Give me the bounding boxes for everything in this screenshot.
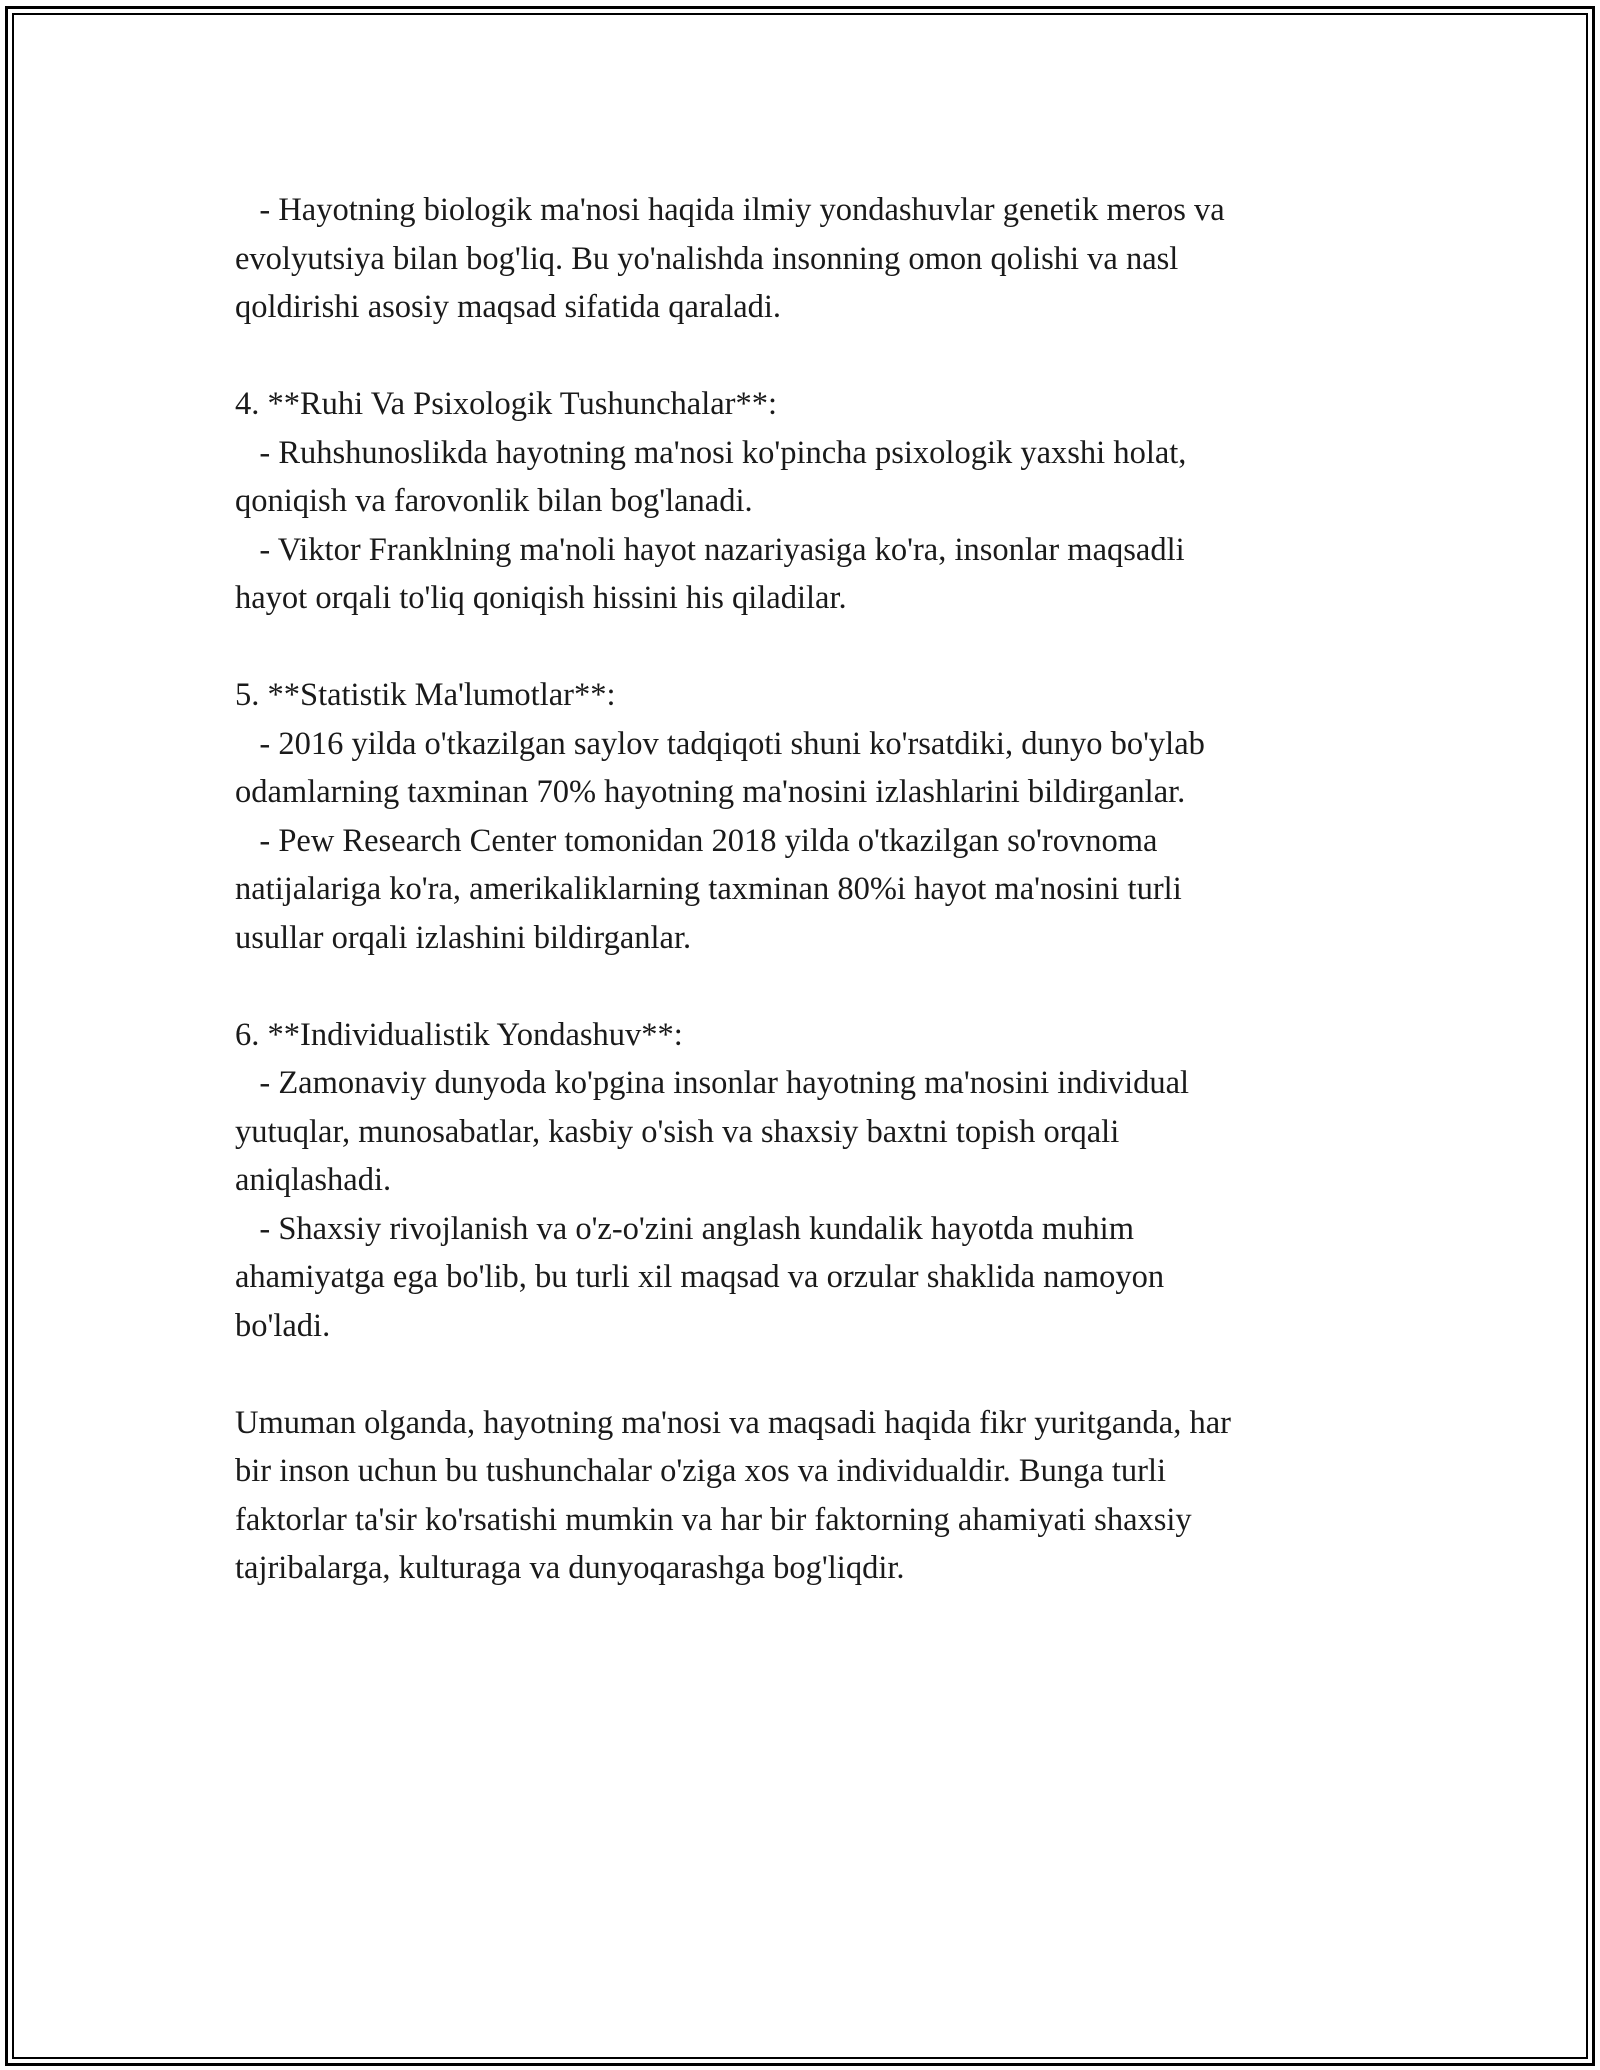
text-line: - 2016 yilda o'tkazilgan saylov tadqiqoti shuni ko'rsatdiki, dunyo bo'ylab xyxy=(235,725,1205,762)
text-line: tajribalarga, kulturaga va dunyoqarashga bog'liqdir. xyxy=(235,1550,905,1586)
text-line: - Ruhshunoslikda hayotning ma'nosi ko'pincha psixologik yaxshi holat, xyxy=(235,434,1187,471)
text-line: evolyutsiya bilan bog'liq. Bu yo'nalishda insonning omon qolishi va nasl xyxy=(235,240,1179,277)
text-line: - Pew Research Center tomonidan 2018 yilda o'tkazilgan so'rovnoma xyxy=(235,822,1158,859)
section-heading: 4. **Ruhi Va Psixologik Tushunchalar**: xyxy=(235,386,778,422)
section-4-psychology xyxy=(235,380,1395,623)
section-heading: 5. **Statistik Ma'lumotlar**: xyxy=(235,677,616,713)
text-line: bo'ladi. xyxy=(235,1307,331,1344)
conclusion-paragraph xyxy=(235,1399,1395,1593)
paragraph-spacer xyxy=(235,623,1395,672)
text-line: ahamiyatga ega bo'lib, bu turli xil maqsad va orzular shaklida namoyon xyxy=(235,1259,1165,1295)
section-heading: 6. **Individualistik Yondashuv**: xyxy=(235,1016,683,1053)
text-line: natijalariga ko'ra, amerikaliklarning taxminan 80%i hayot ma'nosini turli xyxy=(235,871,1182,907)
section-6-individualism xyxy=(235,1011,1395,1351)
paragraph-spacer xyxy=(235,962,1395,1011)
text-line: Umuman olganda, hayotning ma'nosi va maqsadi haqida fikr yuritganda, har xyxy=(235,1404,1231,1441)
text-line: odamlarning taxminan 70% hayotning ma'nosini izlashlarini bildirganlar. xyxy=(235,774,1186,810)
text-line: aniqlashadi. xyxy=(235,1162,392,1198)
text-line: bir inson uchun bu tushunchalar o'ziga xos va individualdir. Bunga turli xyxy=(235,1453,1167,1489)
text-line: - Zamonaviy dunyoda ko'pgina insonlar hayotning ma'nosini individual xyxy=(235,1065,1190,1101)
document-body xyxy=(235,186,1395,1593)
biology-paragraph xyxy=(235,186,1395,332)
text-line: qoniqish va farovonlik bilan bog'lanadi. xyxy=(235,483,753,519)
text-line: - Viktor Franklning ma'noli hayot nazariyasiga ko'ra, insonlar maqsadli xyxy=(235,531,1185,568)
text-line: faktorlar ta'sir ko'rsatishi mumkin va har bir faktorning ahamiyati shaxsiy xyxy=(235,1501,1192,1538)
text-line: - Shaxsiy rivojlanish va o'z-o'zini anglash kundalik hayotda muhim xyxy=(235,1210,1134,1247)
paragraph-spacer xyxy=(235,332,1395,381)
text-line: yutuqlar, munosabatlar, kasbiy o'sish va shaxsiy baxtni topish orqali xyxy=(235,1113,1120,1150)
text-line: qoldirishi asosiy maqsad sifatida qaraladi. xyxy=(235,289,782,325)
text-line: - Hayotning biologik ma'nosi haqida ilmiy yondashuvlar genetik meros va xyxy=(235,192,1225,228)
section-5-statistics xyxy=(235,671,1395,962)
paragraph-spacer xyxy=(235,1350,1395,1399)
text-line: hayot orqali to'liq qoniqish hissini his qiladilar. xyxy=(235,580,847,616)
text-line: usullar orqali izlashini bildirganlar. xyxy=(235,919,692,956)
